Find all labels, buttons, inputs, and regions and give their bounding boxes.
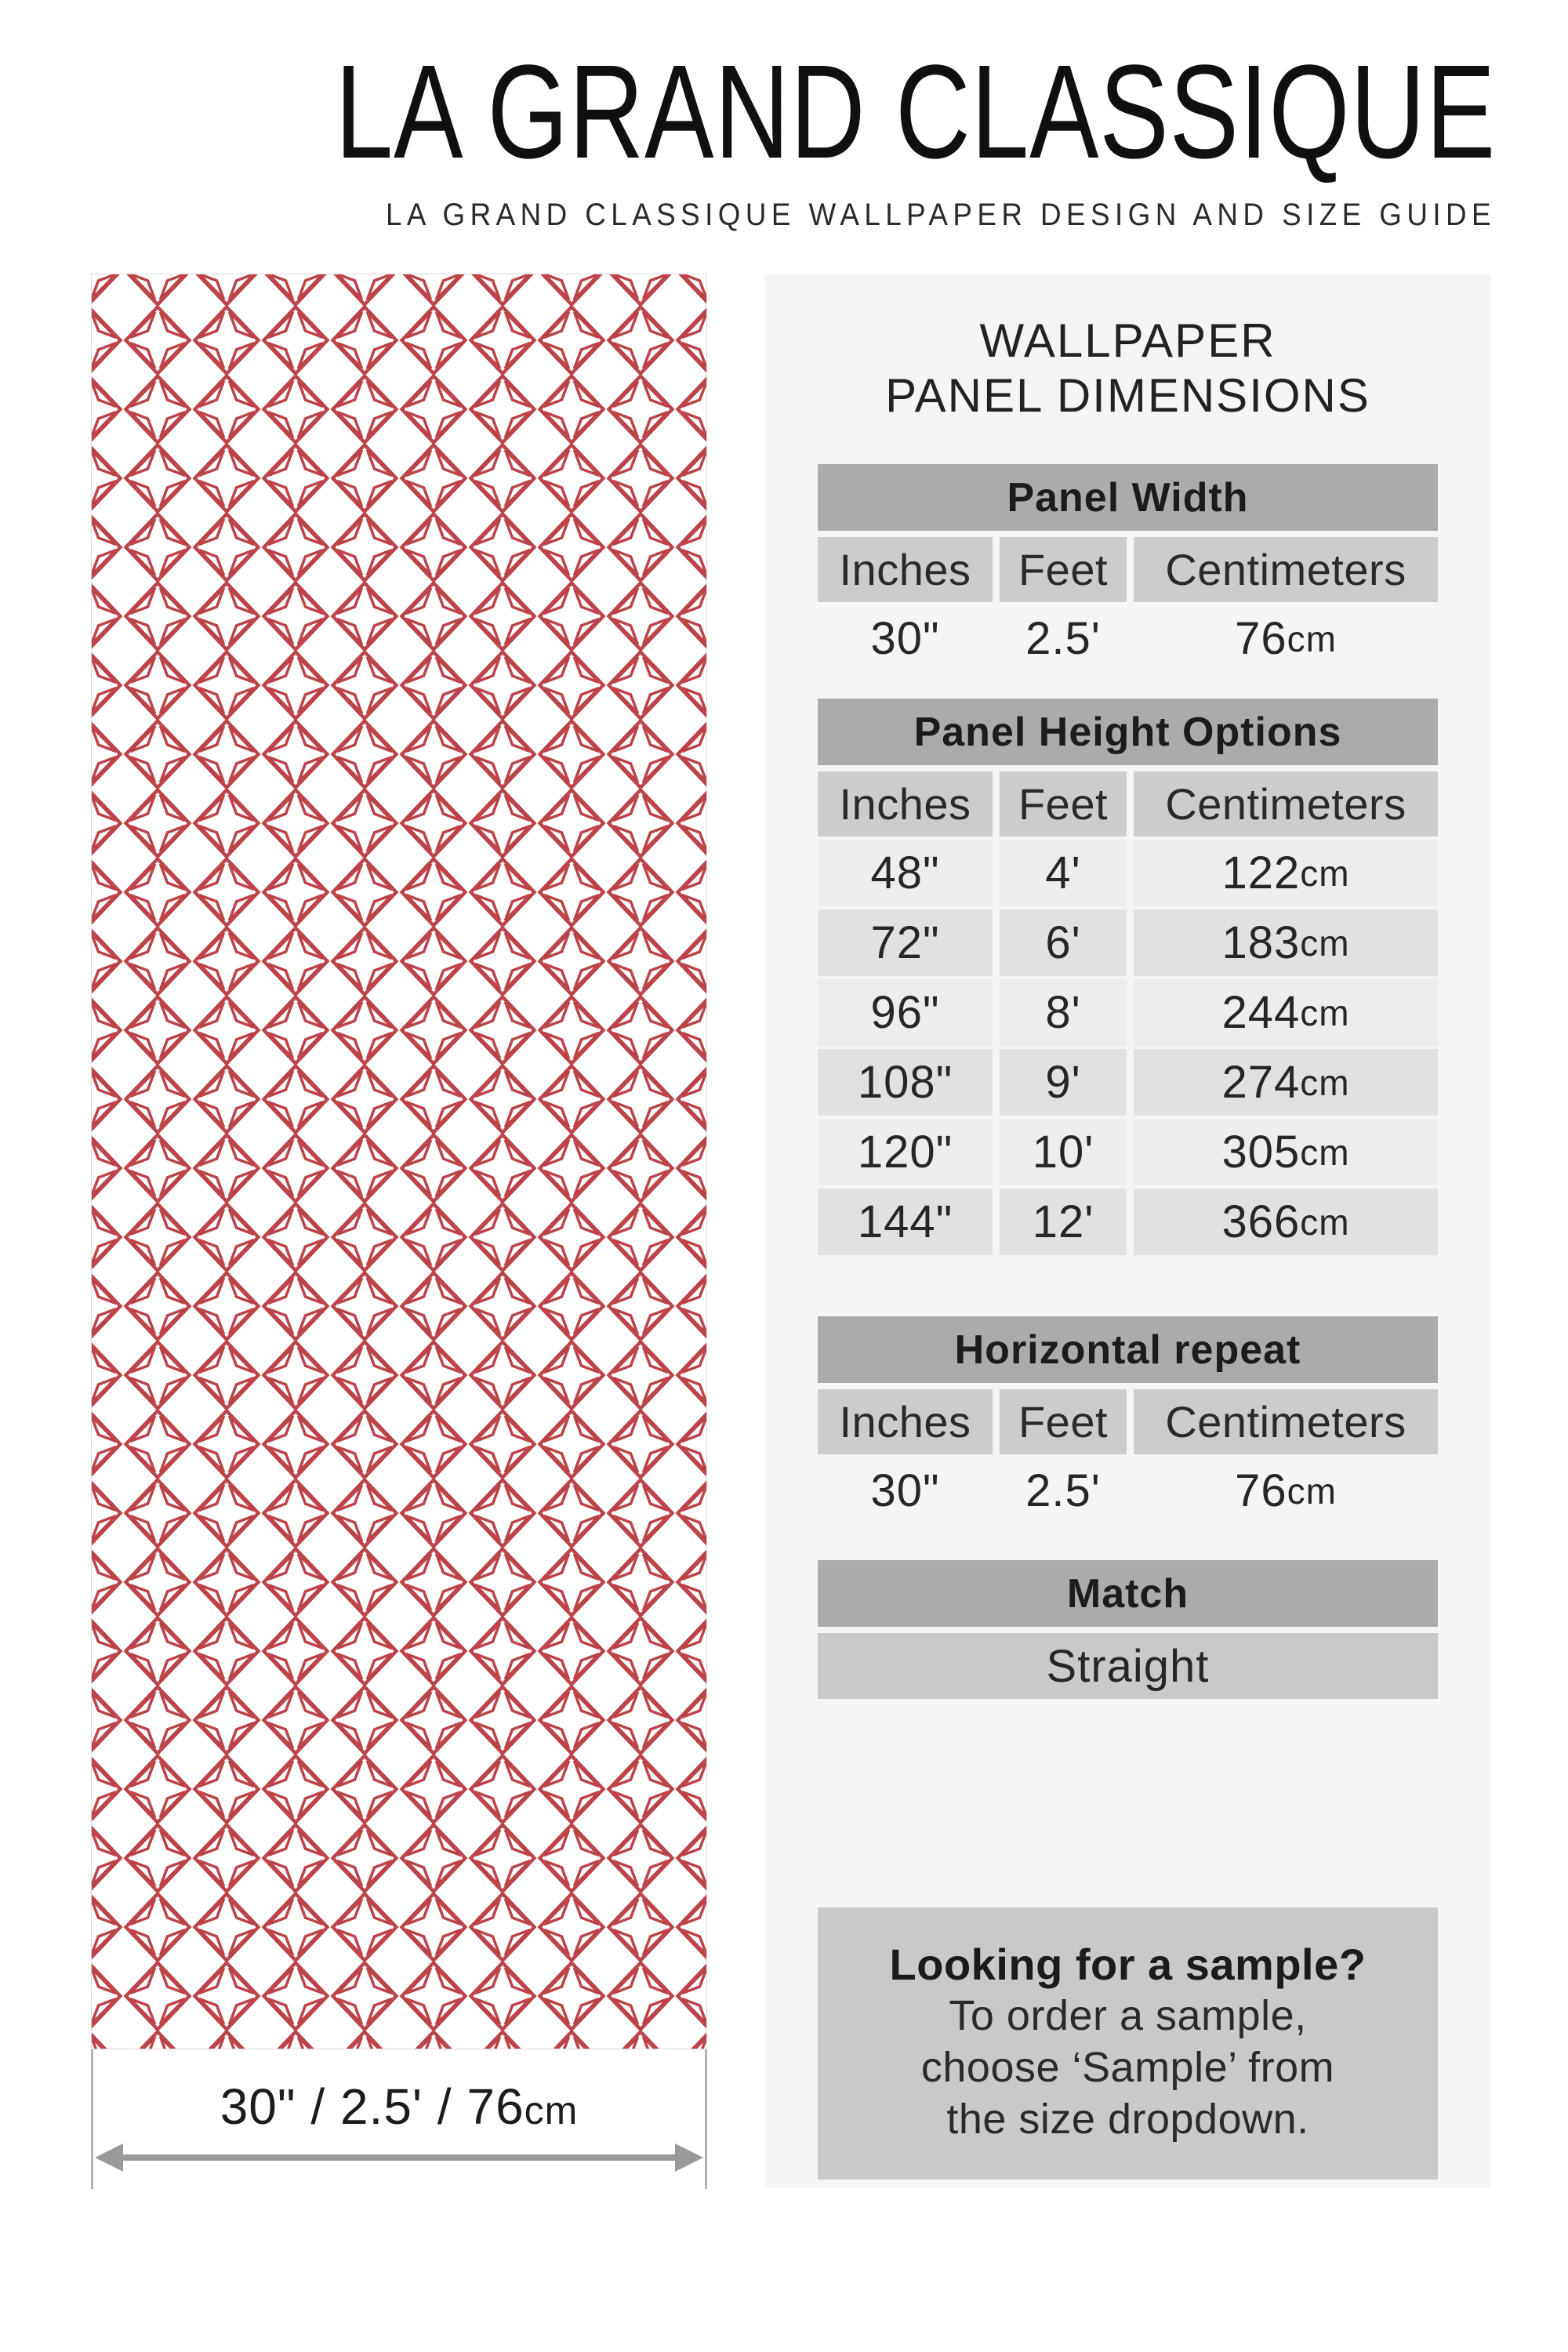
- panel-heading-line2: PANEL DIMENSIONS: [885, 369, 1370, 422]
- match-title: Match: [818, 1560, 1438, 1627]
- panel-width-inches: 30": [870, 613, 940, 664]
- column-header-inches: Inches: [818, 537, 993, 602]
- panel-heading: [818, 314, 1438, 423]
- horizontal-repeat-table: [818, 1316, 1438, 1524]
- diamond-star-pattern-svg: [92, 274, 706, 2049]
- height-inches: 108": [818, 1049, 993, 1116]
- height-inches: 48": [818, 840, 993, 906]
- sample-box-line: choose ‘Sample’ from: [920, 2044, 1335, 2091]
- sample-box-title: Looking for a sample?: [889, 1940, 1367, 1989]
- height-feet: 4': [1000, 840, 1127, 906]
- height-feet: 6': [1000, 909, 1127, 976]
- table-row: [818, 979, 1438, 1046]
- table-row: [818, 840, 1438, 906]
- width-arrow: [95, 2142, 703, 2173]
- sample-info-box: [818, 1907, 1438, 2180]
- horizontal-repeat-columns: [818, 1389, 1438, 1454]
- table-row: [818, 909, 1438, 976]
- match-table: [818, 1560, 1438, 1699]
- height-centimeters: 305 cm: [1134, 1119, 1438, 1185]
- height-inches: 120": [818, 1119, 993, 1185]
- height-feet: 10': [1000, 1119, 1127, 1185]
- sample-box-line: the size dropdown.: [946, 2096, 1309, 2143]
- repeat-centimeters: 76 cm: [1235, 1465, 1337, 1516]
- height-centimeters: 244 cm: [1134, 979, 1438, 1046]
- table-row: [818, 605, 1438, 672]
- horizontal-repeat-title: Horizontal repeat: [818, 1316, 1438, 1383]
- panel-width-columns: [818, 537, 1438, 602]
- width-measure-strip: [91, 2049, 707, 2189]
- brand-header: [8, 38, 1496, 233]
- panel-width-feet: 2.5': [1025, 613, 1101, 664]
- column-header-centimeters: Centimeters: [1134, 537, 1438, 602]
- panel-width-centimeters: 76 cm: [1235, 613, 1337, 664]
- repeat-inches: 30": [870, 1465, 940, 1516]
- height-centimeters: 183 cm: [1134, 909, 1438, 976]
- height-inches: 72": [818, 909, 993, 976]
- height-feet: 8': [1000, 979, 1127, 1046]
- column-header-centimeters: Centimeters: [1134, 1389, 1438, 1454]
- table-row: [818, 1189, 1438, 1255]
- height-feet: 12': [1000, 1189, 1127, 1255]
- height-feet: 9': [1000, 1049, 1127, 1116]
- table-row: [818, 1119, 1438, 1185]
- column-header-inches: Inches: [818, 1389, 993, 1454]
- table-row: [818, 1457, 1438, 1524]
- table-row: [818, 1049, 1438, 1116]
- brand-title: LA GRAND CLASSIQUE: [335, 38, 1496, 187]
- height-centimeters: 366 cm: [1134, 1189, 1438, 1255]
- height-centimeters: 122 cm: [1134, 840, 1438, 906]
- wallpaper-pattern-image: [91, 274, 707, 2049]
- column-header-feet: Feet: [1000, 771, 1127, 837]
- width-measure-unit: cm: [524, 2089, 579, 2132]
- dimensions-panel: [764, 274, 1491, 2187]
- column-header-feet: Feet: [1000, 1389, 1127, 1454]
- panel-height-table: [818, 699, 1438, 1255]
- panel-width-title: Panel Width: [818, 464, 1438, 531]
- width-measure-value: 30" / 2.5' / 76: [220, 2078, 524, 2135]
- height-inches: 144": [818, 1189, 993, 1255]
- match-value: Straight: [818, 1633, 1438, 1699]
- height-centimeters: 274 cm: [1134, 1049, 1438, 1116]
- column-header-inches: Inches: [818, 771, 993, 837]
- wallpaper-swatch: [91, 274, 707, 2189]
- panel-height-title: Panel Height Options: [818, 699, 1438, 765]
- width-measure-label: [93, 2078, 705, 2136]
- panel-height-columns: [818, 771, 1438, 837]
- column-header-feet: Feet: [1000, 537, 1127, 602]
- arrow-right-icon: [675, 2143, 703, 2172]
- panel-heading-line1: WALLPAPER: [979, 314, 1276, 367]
- repeat-feet: 2.5': [1025, 1465, 1101, 1516]
- panel-width-table: [818, 464, 1438, 672]
- sample-box-line: To order a sample,: [949, 1992, 1307, 2039]
- arrow-shaft: [117, 2154, 681, 2161]
- column-header-centimeters: Centimeters: [1134, 771, 1438, 837]
- height-inches: 96": [818, 979, 993, 1046]
- brand-subtitle: LA GRAND CLASSIQUE WALLPAPER DESIGN AND SIZE GUIDE: [385, 198, 1497, 232]
